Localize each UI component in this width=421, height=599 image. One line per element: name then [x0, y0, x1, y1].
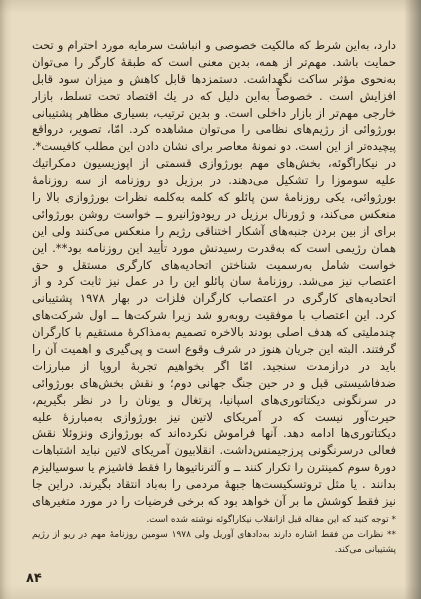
body-text-line: کرد. این اعتصاب با موفقیت روبه‌رو شد زیرا شرکت‌ها ــ اول شرکت‌های [32, 308, 396, 323]
body-text-line: نیز فقط کوشش ما بر آن خواهد بود که برخی فرضیات را در مورد متغیرهای [32, 494, 396, 509]
body-text-line: همان رژیمی است که به‌قدرت رسیدنش مورد تأیید این روزنامه بود**. این [32, 240, 396, 255]
body-text-line: به‌نحوی مؤثر ساکت نگهداشت. دستمزدها قابل کاهش و میزان سود قابل [32, 71, 396, 86]
body-text-line: گرفتند. البته این جریان هنوز در شرف وقوع است و پی‌گیری و اهمیت آن را [32, 342, 396, 357]
body-text-line: خواست شامل به‌رسمیت شناختن اتحادیه‌های کارگری مستقل و حق [32, 257, 396, 272]
body-text-line: پیچیده‌تر از این است. دو نمونهٔ معاصر برای نشان دادن این مطلب کافیست*. [32, 139, 396, 154]
body-text-line: افزایش است . خصوصاً به‌این دلیل که در یك اقتصاد تحت تسلط، بازار [32, 88, 396, 103]
body-text-line: دورهٔ سوم کمینترن را تکرار کنند ــ و آلترناتیوها را فقط فاشیزم یا سوسیالیزم [32, 460, 396, 475]
body-text-line: بدانند . یا مثل تروتسکیست‌ها جبههٔ مردمی را به‌باد انتقاد بگیرند. دراین جا [32, 477, 396, 492]
body-text-line: اتحادیه‌های کارگری در اعتصاب کارگران فلزات در بهار ۱۹۷۸ پشتیبانی [32, 291, 396, 306]
body-text-line: ضدفاشیستی قبل و در حین جنگ جهانی دوم؛ و نقش بخش‌های بورژوائی [32, 375, 396, 390]
body-text [32, 37, 396, 510]
body-text-line: برای از بین بردن جنبه‌های آشکار اختناقی رژیم را منعکس می‌کنند ولی این [32, 223, 396, 238]
body-text-line: در سرنگونی دیکتاتوری‌های اسپانیا، پرتغال و یونان را در نظر بگیریم، [32, 392, 396, 407]
body-text-line: چندملیتی که هدف اصلی بودند بالاخره تصمیم به‌مذاکرهٔ مستقیم با کارگران [32, 325, 396, 340]
body-text-line: بورژوائی از رژیم‌های نظامی را می‌توان مشاهده کرد. امّا، تصویر، درواقع [32, 122, 396, 137]
body-text-line: حیرت‌آور نیست که در آمریکای لاتین نیز بورژوازی به‌مبارزهٔ علیه [32, 409, 396, 424]
body-text-line: فعالی درسرنگونی پرزجیمنس‌داشت. انقلابیون آمریکای لاتین نباید اشتباهات [32, 443, 396, 458]
body-text-line: در نیکاراگوئه، بخش‌های مهم بورژوازی قسمتی از اپوزیسیون دمکراتیك [32, 156, 396, 171]
footnote-2-line: ** نظرات من فقط اشاره دارند به‌دادهای آوریل ولی ۱۹۷۸ سومین روزنامهٔ مهم در ریو از رژیم [32, 530, 396, 540]
body-text-line: اعتصاب نیز می‌شد. روزنامهٔ سان پائلو این را در عمل نیز ثابت کرد و از [32, 274, 396, 289]
body-text-line: دیکتاتوری‌ها ادامه دهد. آنها فراموش نکرده‌اند که بورژوازی ونزوئلا نقش [32, 426, 396, 441]
page-number: ۸۴ [26, 571, 42, 586]
body-text-line: علیه سوموزا را تشکیل می‌دهند. در برزیل دو روزنامه از سه روزنامهٔ [32, 173, 396, 188]
footnotes [32, 513, 396, 558]
body-text-line: حمایت باشد. مهم‌تر از همه، بدین معنی است که طبقهٔ کارگر را می‌توان [32, 54, 396, 69]
body-text-line: بورژوائی، یکی روزنامهٔ سن پائلو که کلمه به‌کلمه نظرات بورژوازی بالا را [32, 190, 396, 205]
body-text-line: خارجی مهم‌تر از بازار داخلی است. و بدین ترتیب، بسیاری مظاهر پشتیبانی [32, 105, 396, 120]
footnote-1-line: * توجه کنید که این مقاله قبل ازانقلاب نیکاراگوئه نوشته شده است. [146, 515, 396, 525]
body-text-line: منعکس می‌کند، و ژورنال برزیل در ریودوژانیرو ــ خواست روشن بورژوائی [32, 206, 396, 221]
footnote-2-line: پشتیبانی می‌کند. [334, 545, 396, 555]
body-text-line: باید در درازمدت سنجید. امّا اگر بخواهیم تجربهٔ اروپا از مبارزات [32, 358, 396, 373]
body-text-line: دارد، به‌این شرط که مالکیت خصوصی و انباشت سرمایه مورد احترام و تحت [32, 38, 396, 52]
